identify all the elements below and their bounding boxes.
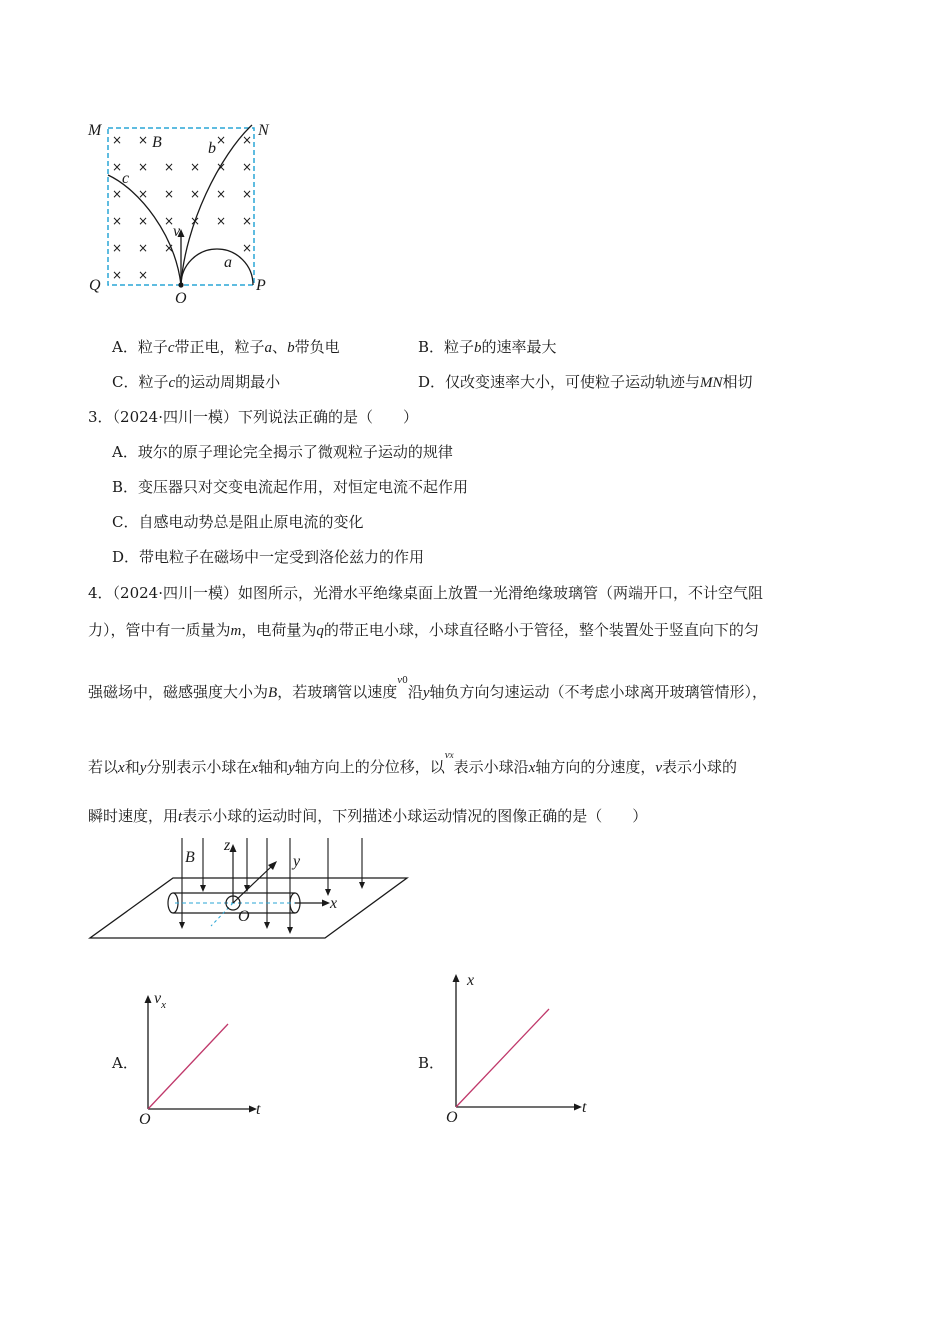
field-cross: × — [112, 160, 123, 174]
field-cross: × — [112, 187, 123, 201]
q2-option-b: B．粒子b的速率最大 — [418, 338, 557, 356]
label-M: M — [88, 122, 102, 139]
field-cross: × — [216, 160, 227, 174]
q2-option-c: C．粒子c的运动周期最小 — [112, 373, 281, 391]
graph-a-y-label: $v_x$ — [154, 990, 166, 1011]
graph-a-letter: A． — [112, 1054, 138, 1072]
field-cross: × — [138, 241, 149, 255]
label-O: O — [238, 908, 250, 925]
magnetic-field-figure — [80, 115, 280, 315]
field-cross: × — [242, 187, 253, 201]
graph-b-y-label: x — [467, 972, 475, 989]
graph-b-line — [456, 1009, 549, 1107]
field-cross: × — [242, 160, 253, 174]
q3-option-d: D．带电粒子在磁场中一定受到洛伦兹力的作用 — [112, 548, 425, 566]
graph-a — [135, 990, 275, 1130]
field-cross: × — [138, 187, 149, 201]
graph-b-x-arrowhead — [574, 1104, 582, 1111]
label-x: x — [330, 895, 338, 912]
graph-b-origin: O — [446, 1109, 458, 1126]
graph-b-x-label: t — [582, 1099, 587, 1116]
label-a: a — [224, 254, 232, 271]
field-cross: × — [190, 214, 201, 228]
graph-b — [443, 968, 603, 1128]
q3-stem: 3．（2024·四川一模）下列说法正确的是（ ） — [88, 408, 418, 426]
label-c: c — [122, 170, 130, 187]
q4-line-2: 力），管中有一质量为m，电荷量为q的带正电小球，小球直径略小于管径，整个装置处于竖直向下的匀 — [88, 621, 759, 639]
q3-option-b: B．变压器只对交变电流起作用，对恒定电流不起作用 — [112, 478, 469, 496]
tube-on-table-figure — [85, 838, 415, 948]
q3-option-a: A．玻尔的原子理论完全揭示了微观粒子运动的规律 — [112, 443, 453, 461]
field-cross: × — [138, 268, 149, 282]
label-B: B — [152, 134, 162, 151]
label-v: v — [173, 223, 181, 240]
field-cross: × — [216, 187, 227, 201]
field-cross: × — [164, 187, 175, 201]
field-cross: × — [216, 133, 227, 147]
point-O — [178, 282, 183, 287]
field-cross: × — [112, 268, 123, 282]
field-cross: × — [190, 187, 201, 201]
q4-line-4: 若以x和y分别表示小球在x轴和y轴方向上的分位移，以$^{vx}$表示小球沿x轴方向的分速度，v表示小球的 — [88, 749, 738, 776]
field-cross: × — [242, 133, 253, 147]
label-P: P — [256, 277, 266, 294]
field-line-arrowhead — [200, 885, 206, 892]
field-cross: × — [112, 133, 123, 147]
label-z: z — [224, 837, 231, 854]
label-B-field: B — [185, 849, 195, 866]
field-cross: × — [112, 214, 123, 228]
q4-line-5: 瞬时速度，用t表示小球的运动时间，下列描述小球运动情况的图像正确的是（ ） — [88, 807, 648, 825]
field-cross: × — [138, 160, 149, 174]
label-b: b — [208, 140, 216, 157]
field-cross: × — [190, 160, 201, 174]
trajectory-b — [181, 125, 252, 285]
graph-a-y-arrowhead — [145, 995, 152, 1003]
label-O: O — [175, 290, 187, 307]
field-cross: × — [138, 214, 149, 228]
graph-b-letter: B． — [418, 1054, 445, 1072]
q4-line-1: 4．（2024·四川一模）如图所示，光滑水平绝缘桌面上放置一光滑绝缘玻璃管（两端开口，不计空气阻 — [88, 584, 763, 602]
field-line-arrowhead — [287, 927, 293, 934]
graph-a-origin: O — [139, 1111, 151, 1128]
field-cross: × — [112, 241, 123, 255]
y-axis-dashed — [211, 903, 233, 926]
q2-option-d: D．仅改变速率大小，可使粒子运动轨迹与MN相切 — [418, 373, 753, 391]
q4-line-3: 强磁场中，磁感强度大小为B，若玻璃管以速度$^{v0}$沿y轴负方向匀速运动（不考虑小球离开玻璃管情形）， — [88, 674, 768, 701]
field-cross: × — [164, 214, 175, 228]
graph-a-x-label: t — [256, 1101, 261, 1118]
vx-symbol: vx — [444, 749, 454, 761]
field-cross: × — [216, 214, 227, 228]
field-line-arrowhead — [359, 882, 365, 889]
v0-symbol: v0 — [397, 674, 408, 686]
q2-option-a: A．粒子c带正电，粒子a、b带负电 — [112, 338, 340, 356]
label-N: N — [258, 122, 269, 139]
graph-a-line — [148, 1024, 228, 1109]
label-y: y — [293, 853, 301, 870]
field-line-arrowhead — [264, 922, 270, 929]
field-lines — [179, 838, 365, 934]
field-cross: × — [164, 160, 175, 174]
z-axis-arrowhead — [230, 844, 237, 852]
graph-b-y-arrowhead — [453, 974, 460, 982]
field-cross: × — [138, 133, 149, 147]
field-cross: × — [164, 241, 175, 255]
field-cross: × — [242, 241, 253, 255]
label-Q: Q — [89, 277, 101, 294]
field-line-arrowhead — [179, 922, 185, 929]
field-cross: × — [242, 214, 253, 228]
x-axis-arrowhead — [322, 900, 330, 907]
q3-option-c: C．自感电动势总是阻止原电流的变化 — [112, 513, 364, 531]
